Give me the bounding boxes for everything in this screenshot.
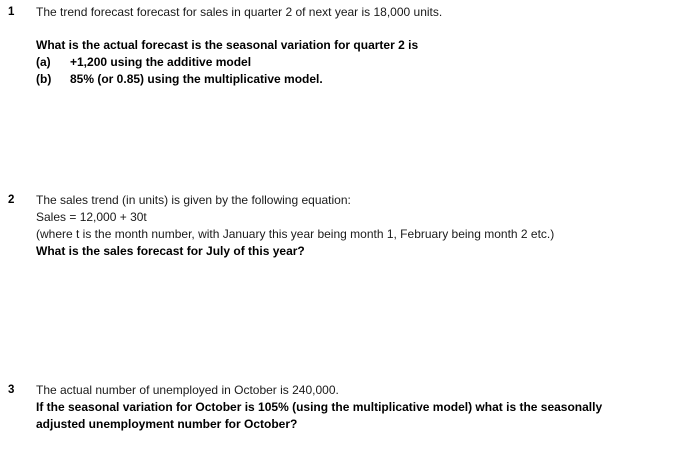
sub-item-label: (b) bbox=[36, 72, 52, 86]
sub-item-text: +1,200 using the additive model bbox=[70, 55, 252, 69]
question-line: What is the actual forecast is the seasonal variation for quarter 2 is bbox=[36, 38, 419, 52]
question-number: 3 bbox=[8, 384, 15, 396]
sub-item-label: (a) bbox=[36, 55, 51, 69]
sub-item bbox=[36, 54, 640, 71]
question-3 bbox=[0, 382, 660, 433]
sub-item bbox=[36, 71, 640, 88]
question-line: adjusted unemployment number for October? bbox=[36, 417, 298, 431]
question-2 bbox=[0, 192, 640, 260]
question-line: The trend forecast forecast for sales in quarter 2 of next year is 18,000 units. bbox=[36, 5, 443, 19]
sub-item-text: 85% (or 0.85) using the multiplicative model. bbox=[70, 72, 323, 86]
question-line: If the seasonal variation for October is 105% (using the multiplicative model) what is the seasonally bbox=[36, 400, 603, 414]
question-number: 1 bbox=[8, 6, 15, 18]
question-line: What is the sales forecast for July of this year? bbox=[36, 244, 305, 258]
question-line: The actual number of unemployed in October is 240,000. bbox=[36, 383, 339, 397]
question-line: (where t is the month number, with January this year being month 1, February being month 2 etc.) bbox=[36, 227, 555, 241]
question-body bbox=[36, 192, 640, 260]
question-1 bbox=[0, 4, 640, 88]
question-line: Sales = 12,000 + 30t bbox=[36, 210, 147, 224]
question-body bbox=[36, 4, 640, 88]
question-body bbox=[36, 382, 660, 433]
question-number: 2 bbox=[8, 194, 15, 206]
question-line: The sales trend (in units) is given by the following equation: bbox=[36, 193, 351, 207]
